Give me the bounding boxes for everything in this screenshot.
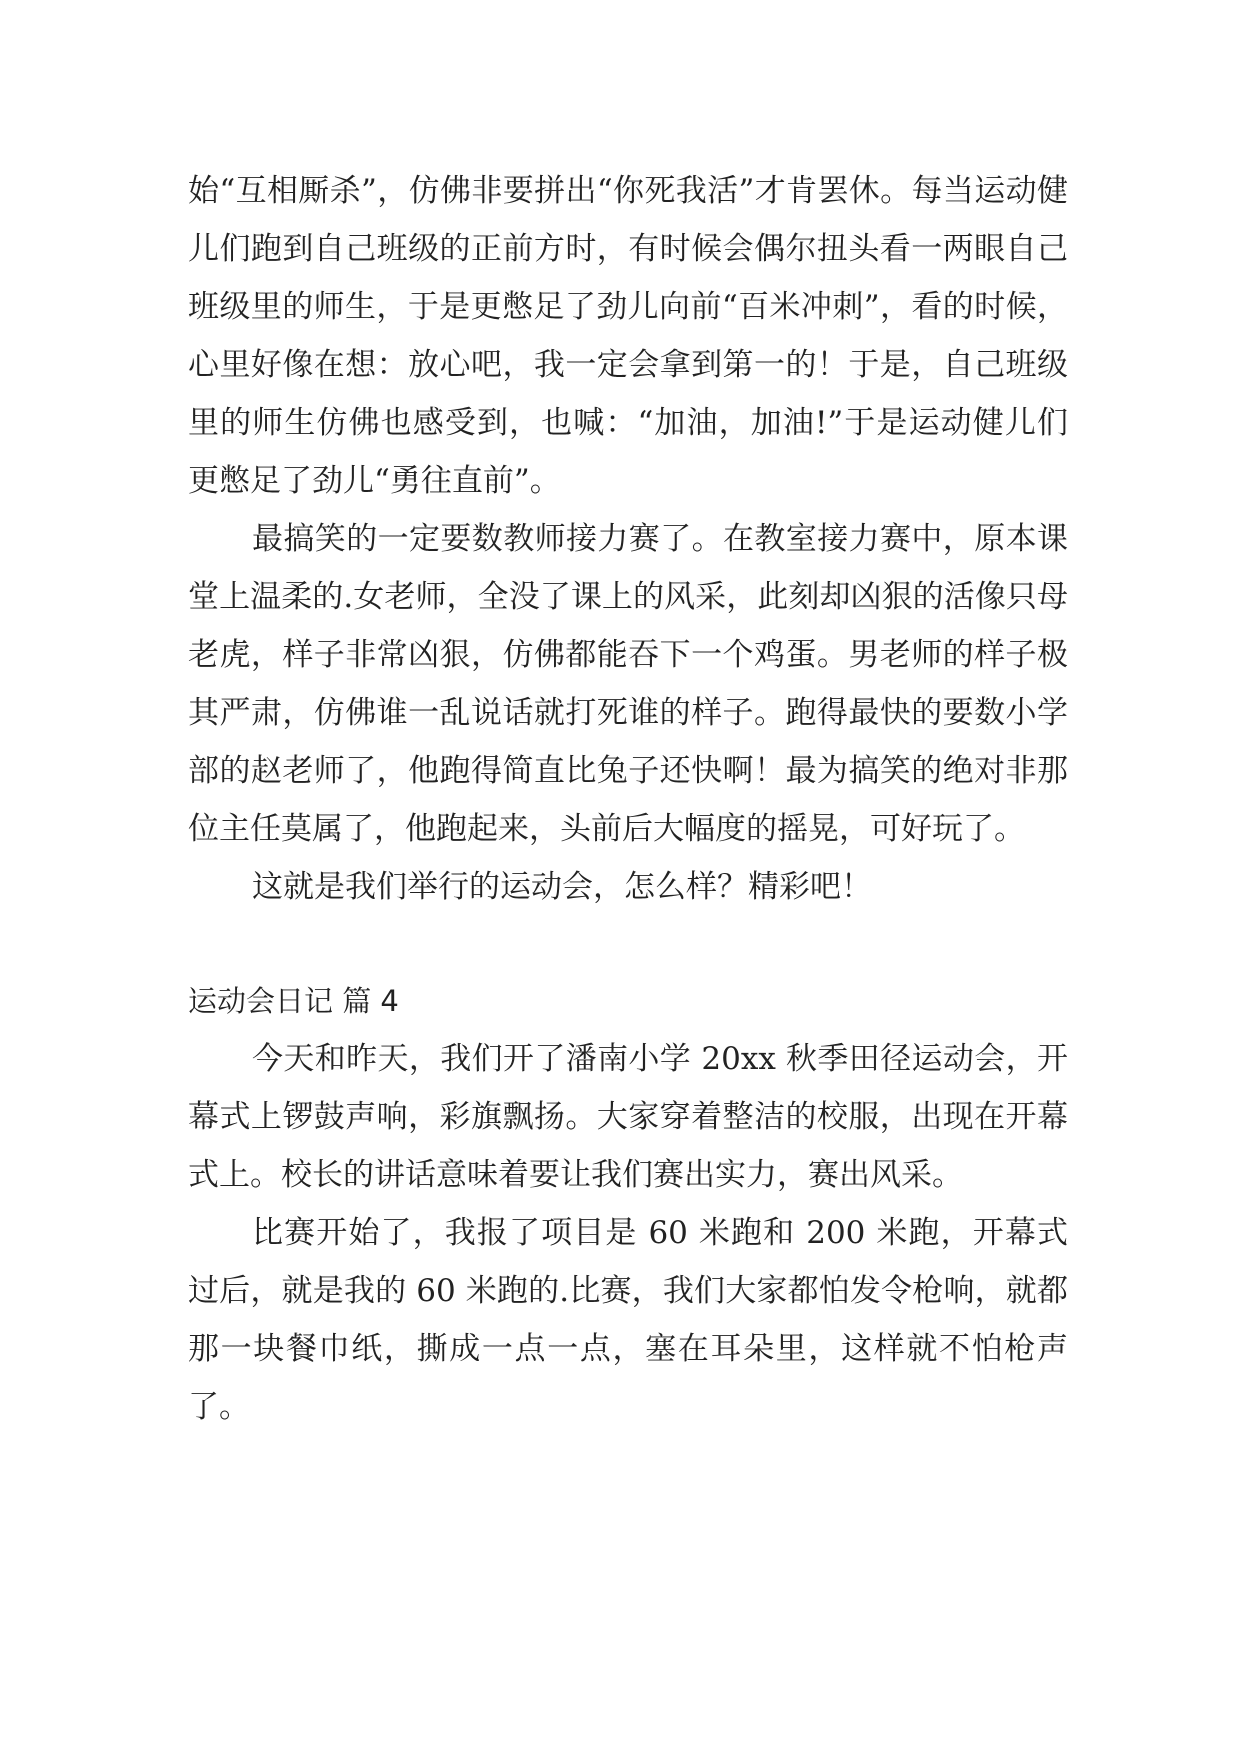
paragraph-continuation: 始“互相厮杀”，仿佛非要拼出“你死我活”才肯罢休。每当运动健儿们跑到自己班级的正前方时，有时候会偶尔扭头看一两眼自己班级里的师生，于是更憋足了劲儿向前“百米冲刺”，看的时候，心里好像在想：放心吧，我一定会拿到第一的！于是，自己班级里的师生仿佛也感受到，也喊：“加油，加油!”于是运动健儿们更憋足了劲儿“勇往直前”。 — [188, 173, 1068, 499]
document-body — [188, 162, 1068, 1436]
paragraph-teacher-relay: 最搞笑的一定要数教师接力赛了。在教室接力赛中，原本课堂上温柔的.女老师，全没了课上的风采，此刻却凶狠的活像只母老虎，样子非常凶狠，仿佛都能吞下一个鸡蛋。男老师的样子极其严肃，仿佛谁一乱说话就打死谁的样子。跑得最快的要数小学部的赵老师了，他跑得简直比兔子还快啊！最为搞笑的绝对非那位主任莫属了，他跑起来，头前后大幅度的摇晃，可好玩了。 — [188, 521, 1068, 847]
paragraph-conclusion: 这就是我们举行的运动会，怎么样？精彩吧！ — [252, 869, 872, 905]
section-heading: 运动会日记 篇 4 — [188, 984, 399, 1018]
paragraph-opening-ceremony: 今天和昨天，我们开了潘南小学 20xx 秋季田径运动会，开幕式上锣鼓声响，彩旗飘扬。大家穿着整洁的校服，出现在开幕式上。校长的讲话意味着要让我们赛出实力，赛出风采。 — [188, 1041, 1068, 1193]
paragraph-race-start: 比赛开始了，我报了项目是 60 米跑和 200 米跑，开幕式过后，就是我的 60 米跑的.比赛，我们大家都怕发令枪响，就都那一块餐巾纸，撕成一点一点，塞在耳朵里，这样就不怕枪声了。 — [188, 1215, 1068, 1425]
